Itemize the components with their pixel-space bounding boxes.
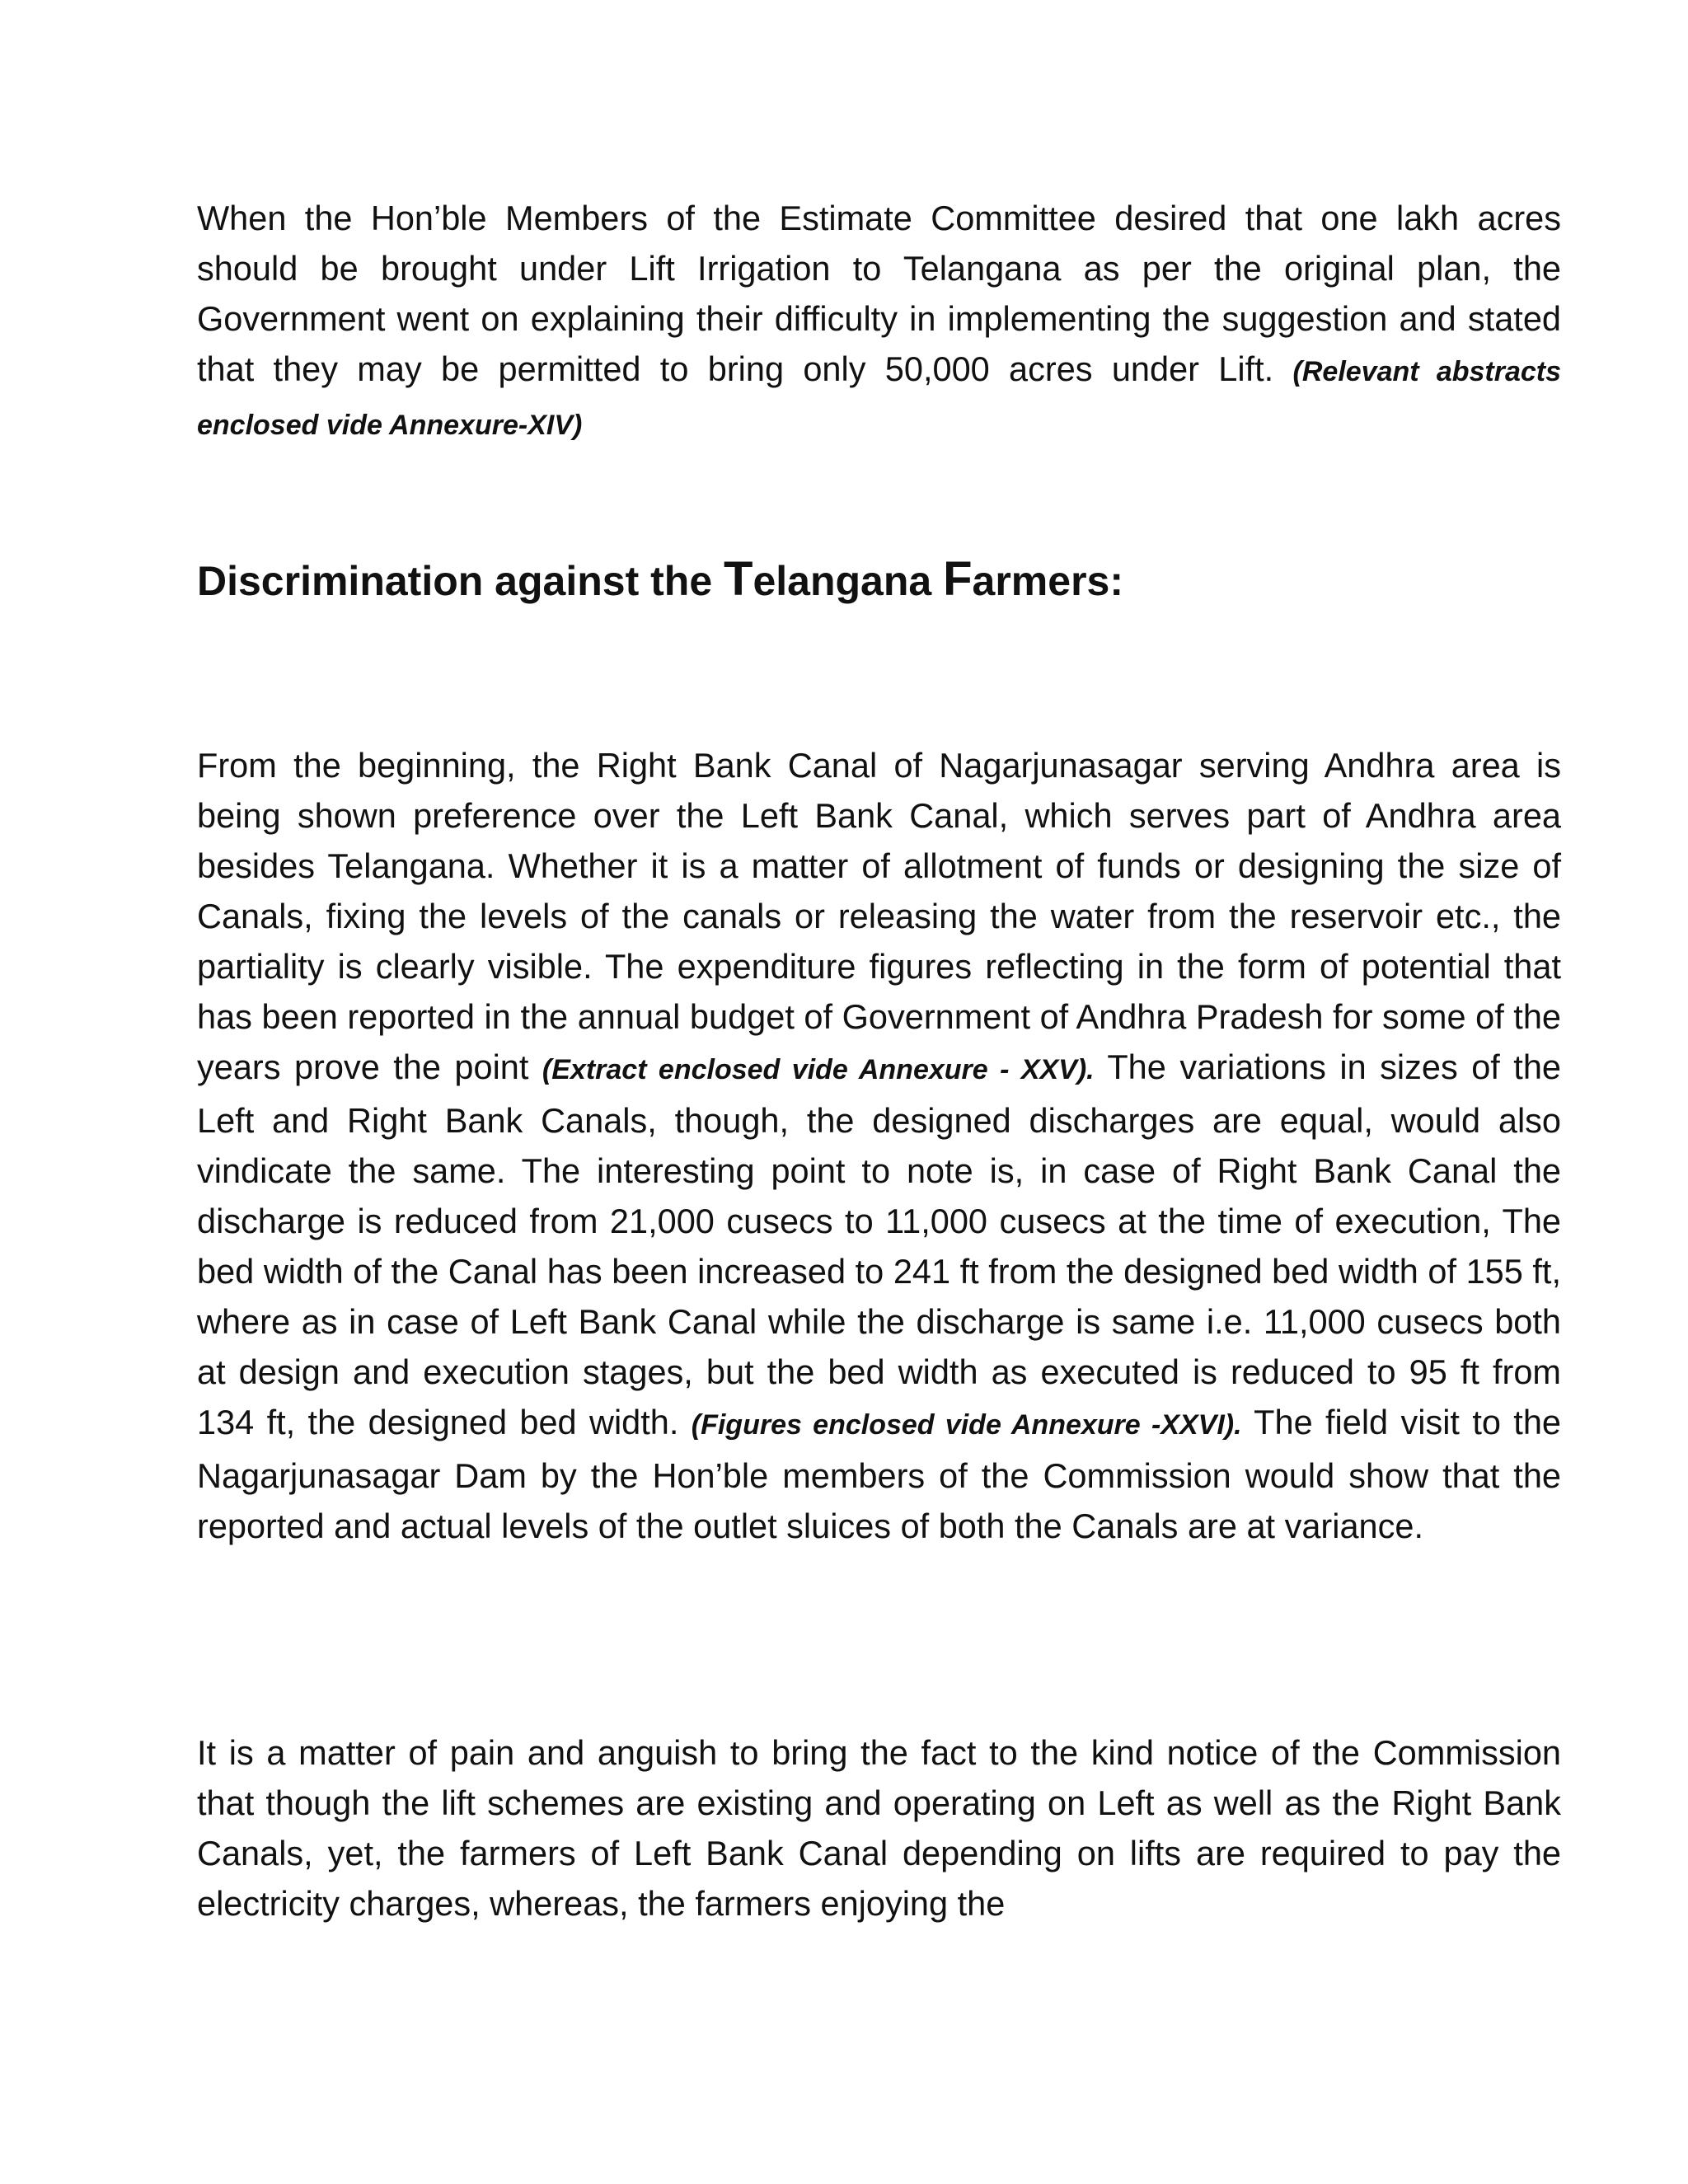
paragraph-text: The variations in sizes of the Left and Right Bank Canals, though, the designed discharges are equal, would also vindicate the same. The interesting point to note is, in case of Right Bank Canal the discharge is reduced from 21,000 cusecs to 11,000 cusecs at the time of execution, The bed width of the Canal has been increased to 241 ft from the designed bed width of 155 ft, where as in case of Left Bank Canal while the discharge is same i.e. 11,000 cusecs both at design and execution stages, but the bed width as executed is reduced to 95 ft from 134 ft, the designed bed width. (197, 1047, 1561, 1441)
paragraph-text: The field visit to the Nagarjunasagar Dam by the Hon’ble members of the Commission would show that the reported and actual levels of the outlet sluices of both the Canals are at variance. (197, 1403, 1561, 1545)
paragraph-canal-discrimination (197, 740, 1561, 1551)
section-heading (197, 551, 1561, 610)
paragraph-text: When the Hon’ble Members of the Estimate Committee desired that one lakh acres should be brought under Lift Irrigation to Telangana as per the original plan, the Government went on explaining their difficulty in implementing the suggestion and stated that they may be permitted to bring only 50,000 acres under Lift. (197, 199, 1561, 388)
annexure-note: (Figures enclosed vide Annexure -XXVI). (691, 1409, 1242, 1441)
paragraph-text: It is a matter of pain and anguish to bring the fact to the kind notice of the Commission that though the lift schemes are existing and operating on Left as well as the Right Bank Canals, yet, the farmers of Left Bank Canal depending on lifts are required to pay the electricity charges, whereas, the farmers enjoying the (197, 1733, 1561, 1923)
heading-letter: F (943, 552, 973, 606)
paragraph-electricity-charges (197, 1727, 1561, 1929)
heading-text: elangana (753, 558, 944, 604)
annexure-note: (Extract enclosed vide Annexure - XXV). (542, 1054, 1095, 1085)
paragraph-text: From the beginning, the Right Bank Canal of Nagarjunasagar serving Andhra area is being shown preference over the Left Bank Canal, which serves part of Andhra area besides Telangana. Whether it is a matter of allotment of funds or designing the size of Canals, fixing the levels of the canals or releasing the water from the reservoir etc., the partiality is clearly visible. The expenditure figures reflecting in the form of potential that has been reported in the annual budget of Government of Andhra Pradesh for some of the years prove the point (197, 746, 1561, 1086)
annexure-note: (Relevant abstracts enclosed vide Annexure-XIV) (197, 356, 1562, 441)
paragraph-lift-irrigation (197, 193, 1561, 451)
heading-text: Discrimination against the (197, 558, 724, 604)
heading-text: armers: (972, 558, 1123, 604)
heading-letter: T (724, 552, 753, 606)
